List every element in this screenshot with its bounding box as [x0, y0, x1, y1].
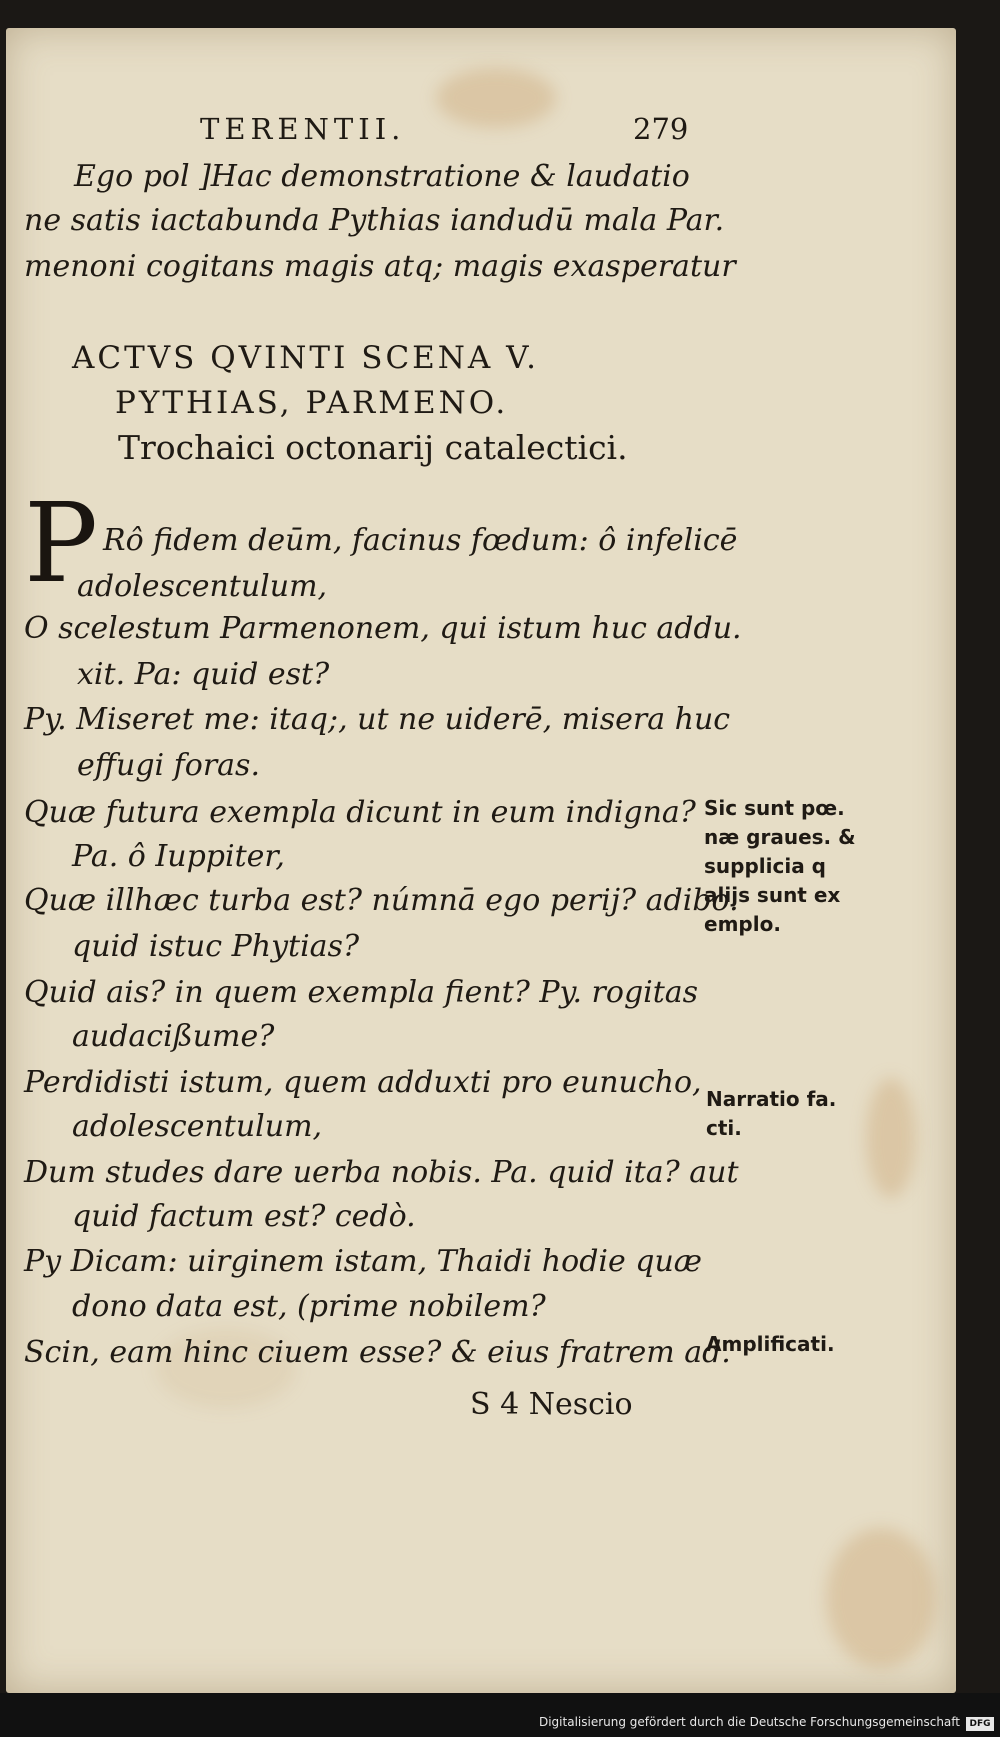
verse-line: O scelestum Parmenonem, qui istum huc addu.: [24, 611, 742, 646]
verse-line: Pa. ô Iuppiter,: [72, 839, 285, 874]
dfg-logo: DFG: [966, 1717, 994, 1731]
intro-line: menoni cogitans magis atq; magis exasperatur: [24, 249, 736, 284]
margin-note-line: cti.: [706, 1116, 742, 1140]
verse-line: Quæ illhæc turba est? númnā ego perij? adibo.: [24, 883, 739, 918]
verse-line: effugi foras.: [77, 748, 260, 783]
verse-line: quid istuc Phytias?: [72, 929, 360, 964]
funding-credit: Digitalisierung gefördert durch die Deutsche Forschungsgemeinschaft: [538, 1715, 960, 1729]
verse-line: adolescentulum,: [77, 569, 328, 604]
verse-line: Py Dicam: uirginem istam, Thaidi hodie quæ: [24, 1244, 703, 1279]
scene-act: ACTVS QVINTI SCENA V.: [72, 340, 539, 376]
stain: [866, 1078, 916, 1198]
verse-line: adolescentulum,: [72, 1109, 323, 1144]
verse-line: quid factum est? cedò.: [72, 1199, 416, 1234]
catchword: S 4 Nescio: [470, 1387, 633, 1422]
verse-line: Rô fidem deūm, facinus fœdum: ô infelicē: [103, 523, 738, 558]
verse-line: Dum studes dare uerba nobis. Pa. quid ita? aut: [24, 1155, 739, 1190]
verse-line: Quæ futura exempla dicunt in eum indigna?: [24, 795, 696, 830]
drop-cap: P: [24, 479, 99, 607]
verse-line: dono data est, (prime nobilem?: [72, 1289, 546, 1324]
verse-line: Scin, eam hinc ciuem esse? & eius fratrem ad.: [24, 1335, 731, 1370]
page-number: 279: [633, 112, 689, 146]
verse-line: Quid ais? in quem exempla fient? Py. rogitas: [24, 975, 699, 1010]
margin-note: [704, 794, 856, 939]
verse-line: xit. Pa: quid est?: [77, 657, 330, 692]
margin-note-line: Amplificati.: [706, 1332, 835, 1356]
margin-note: [706, 1085, 836, 1143]
running-title: TERENTII.: [200, 112, 406, 146]
margin-note-line: alijs sunt ex: [704, 883, 841, 907]
verse-line: Perdidisti istum, quem adduxti pro eunucho,: [24, 1065, 702, 1100]
scene-meter: Trochaici octonarij catalectici.: [118, 428, 628, 467]
margin-note-line: Narratio fa.: [706, 1087, 837, 1111]
margin-note-line: supplicia q: [704, 854, 826, 878]
stain: [436, 68, 556, 128]
margin-note: [706, 1330, 835, 1359]
stain: [826, 1528, 936, 1668]
verse-line: Py. Miseret me: itaq;, ut ne uiderē, misera huc: [24, 702, 731, 737]
intro-line: Ego pol ]Hac demonstratione & laudatio: [74, 159, 690, 194]
margin-note-line: emplo.: [704, 912, 781, 936]
scene-persons: PYTHIAS, PARMENO.: [115, 385, 509, 421]
margin-note-line: næ graues. &: [704, 825, 856, 849]
intro-line: ne satis iactabunda Pythias iandudū mala Par.: [24, 203, 725, 238]
footer-bar: [0, 1693, 1000, 1737]
margin-note-line: Sic sunt pœ.: [704, 796, 845, 820]
verse-line: audacißume?: [72, 1019, 275, 1054]
